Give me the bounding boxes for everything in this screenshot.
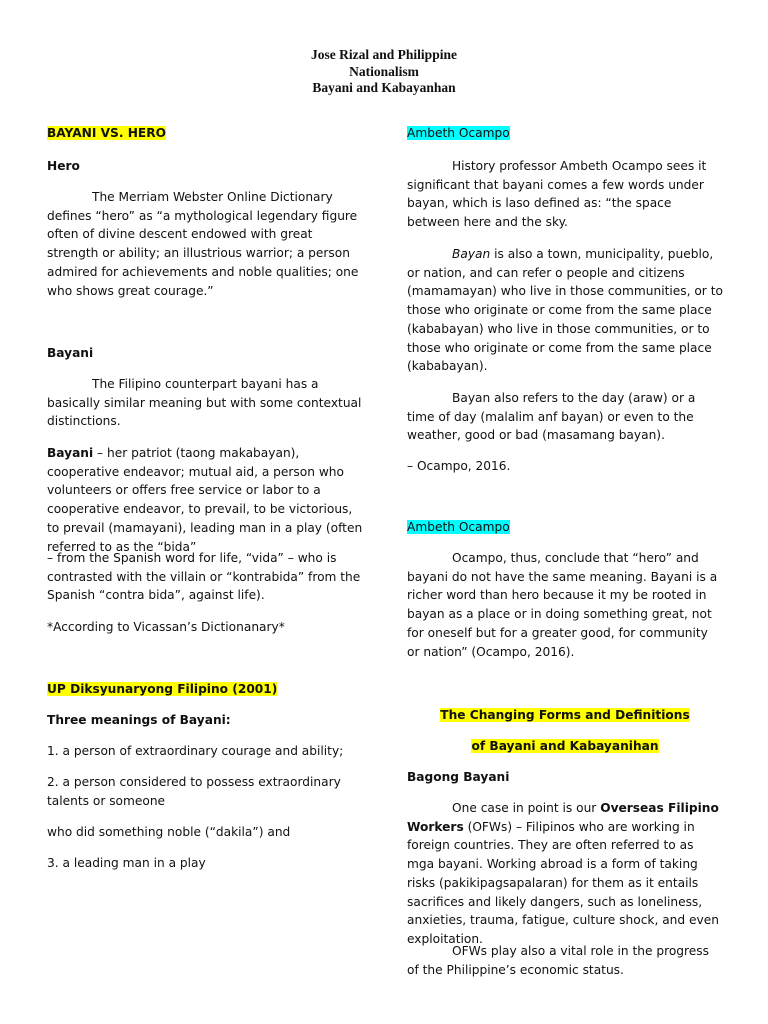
bayani-label: Bayani [47, 346, 94, 360]
citation-ocampo-2016: – Ocampo, 2016. [407, 459, 511, 473]
ocampo-paragraph-1: History professor Ambeth Ocampo sees it significant that bayani comes a few words under bayan, which is laso defined as: “the space between here and the sky. [407, 159, 707, 230]
title-line-1: Jose Rizal and Philippine [311, 47, 457, 62]
document-title [0, 47, 768, 97]
bayan-paragraph: Bayan is also a town, municipality, pueblo, or nation, and can refer o people and citizens (mamamayan) who live in those communities, or to those who originate or come from the same place (kababayan) who live in those communities, or to those who originate or come from the same place (kababayan). [407, 247, 723, 374]
ofw-paragraph: One case in point is our Overseas Filipino Workers (OFWs) – Filipinos who are working in foreign countries. They are often referred to as mga bayani. Working abroad is a form of taking risks (pakikipagsapalaran) for them as it entails sacrifices and likely dangers, such as loneliness, anxieties, trauma, fatigue, culture shock, and even exploitation. [407, 801, 719, 946]
vida-text: – from the Spanish word for life, “vida” – who is contrasted with the villain or “kontrabida” from the Spanish “contra bida”, against life). [47, 551, 361, 603]
bayani-intro: The Filipino counterpart bayani has a basically similar meaning but with some contextual distinctions. [47, 377, 362, 429]
heading-ambeth-ocampo-2: Ambeth Ocampo [407, 520, 510, 534]
title-line-3: Bayani and Kabayanhan [312, 80, 456, 95]
bagong-bayani-label: Bagong Bayani [407, 770, 510, 784]
heading-changing-forms-2: of Bayani and Kabayanihan [471, 739, 659, 753]
heading-ambeth-ocampo-1: Ambeth Ocampo [407, 126, 510, 140]
ocampo-conclusion-paragraph: Ocampo, thus, conclude that “hero” and bayani do not have the same meaning. Bayani is a richer word than hero because it my be rooted in bayan as a place or in doing something great, not for oneself but for a greater good, for community or nation” (Ocampo, 2016). [407, 551, 718, 659]
meaning-2-continued: who did something noble (“dakila”) and [47, 825, 291, 839]
ofw-economic-paragraph: OFWs play also a vital role in the progress of the Philippine’s economic status. [407, 944, 709, 977]
three-meanings-label: Three meanings of Bayani: [47, 713, 231, 727]
heading-bayani-vs-hero: BAYANI VS. HERO [47, 126, 166, 140]
hero-definition: The Merriam Webster Online Dictionary defines “hero” as “a mythological legendary figure often of divine descent endowed with great strength or ability; an illustrious warrior; a person admired for achievements and noble qualities; one who shows great courage.” [47, 190, 359, 298]
hero-label: Hero [47, 159, 80, 173]
vicassan-note: *According to Vicassan’s Dictionanary* [47, 620, 285, 634]
meaning-1: 1. a person of extraordinary courage and ability; [47, 744, 344, 758]
meaning-2: 2. a person considered to possess extraordinary talents or someone [47, 775, 341, 808]
bayan-day-paragraph: Bayan also refers to the day (araw) or a time of day (malalim anf bayan) or even to the weather, good or bad (masamang bayan). [407, 391, 696, 443]
meaning-3: 3. a leading man in a play [47, 856, 206, 870]
bayani-definition: Bayani – her patriot (taong makabayan), cooperative endeavor; mutual aid, a person who volunteers or offers free service or labor to a cooperative endeavor, to prevail, to be victorious, to prevail (mamayani), leading man in a play (often referred to as the “bida” [47, 446, 363, 554]
heading-changing-forms-1: The Changing Forms and Definitions [440, 708, 690, 722]
title-line-2: Nationalism [349, 63, 419, 79]
heading-up-diksyunaryo: UP Diksyunaryong Filipino (2001) [47, 682, 278, 696]
